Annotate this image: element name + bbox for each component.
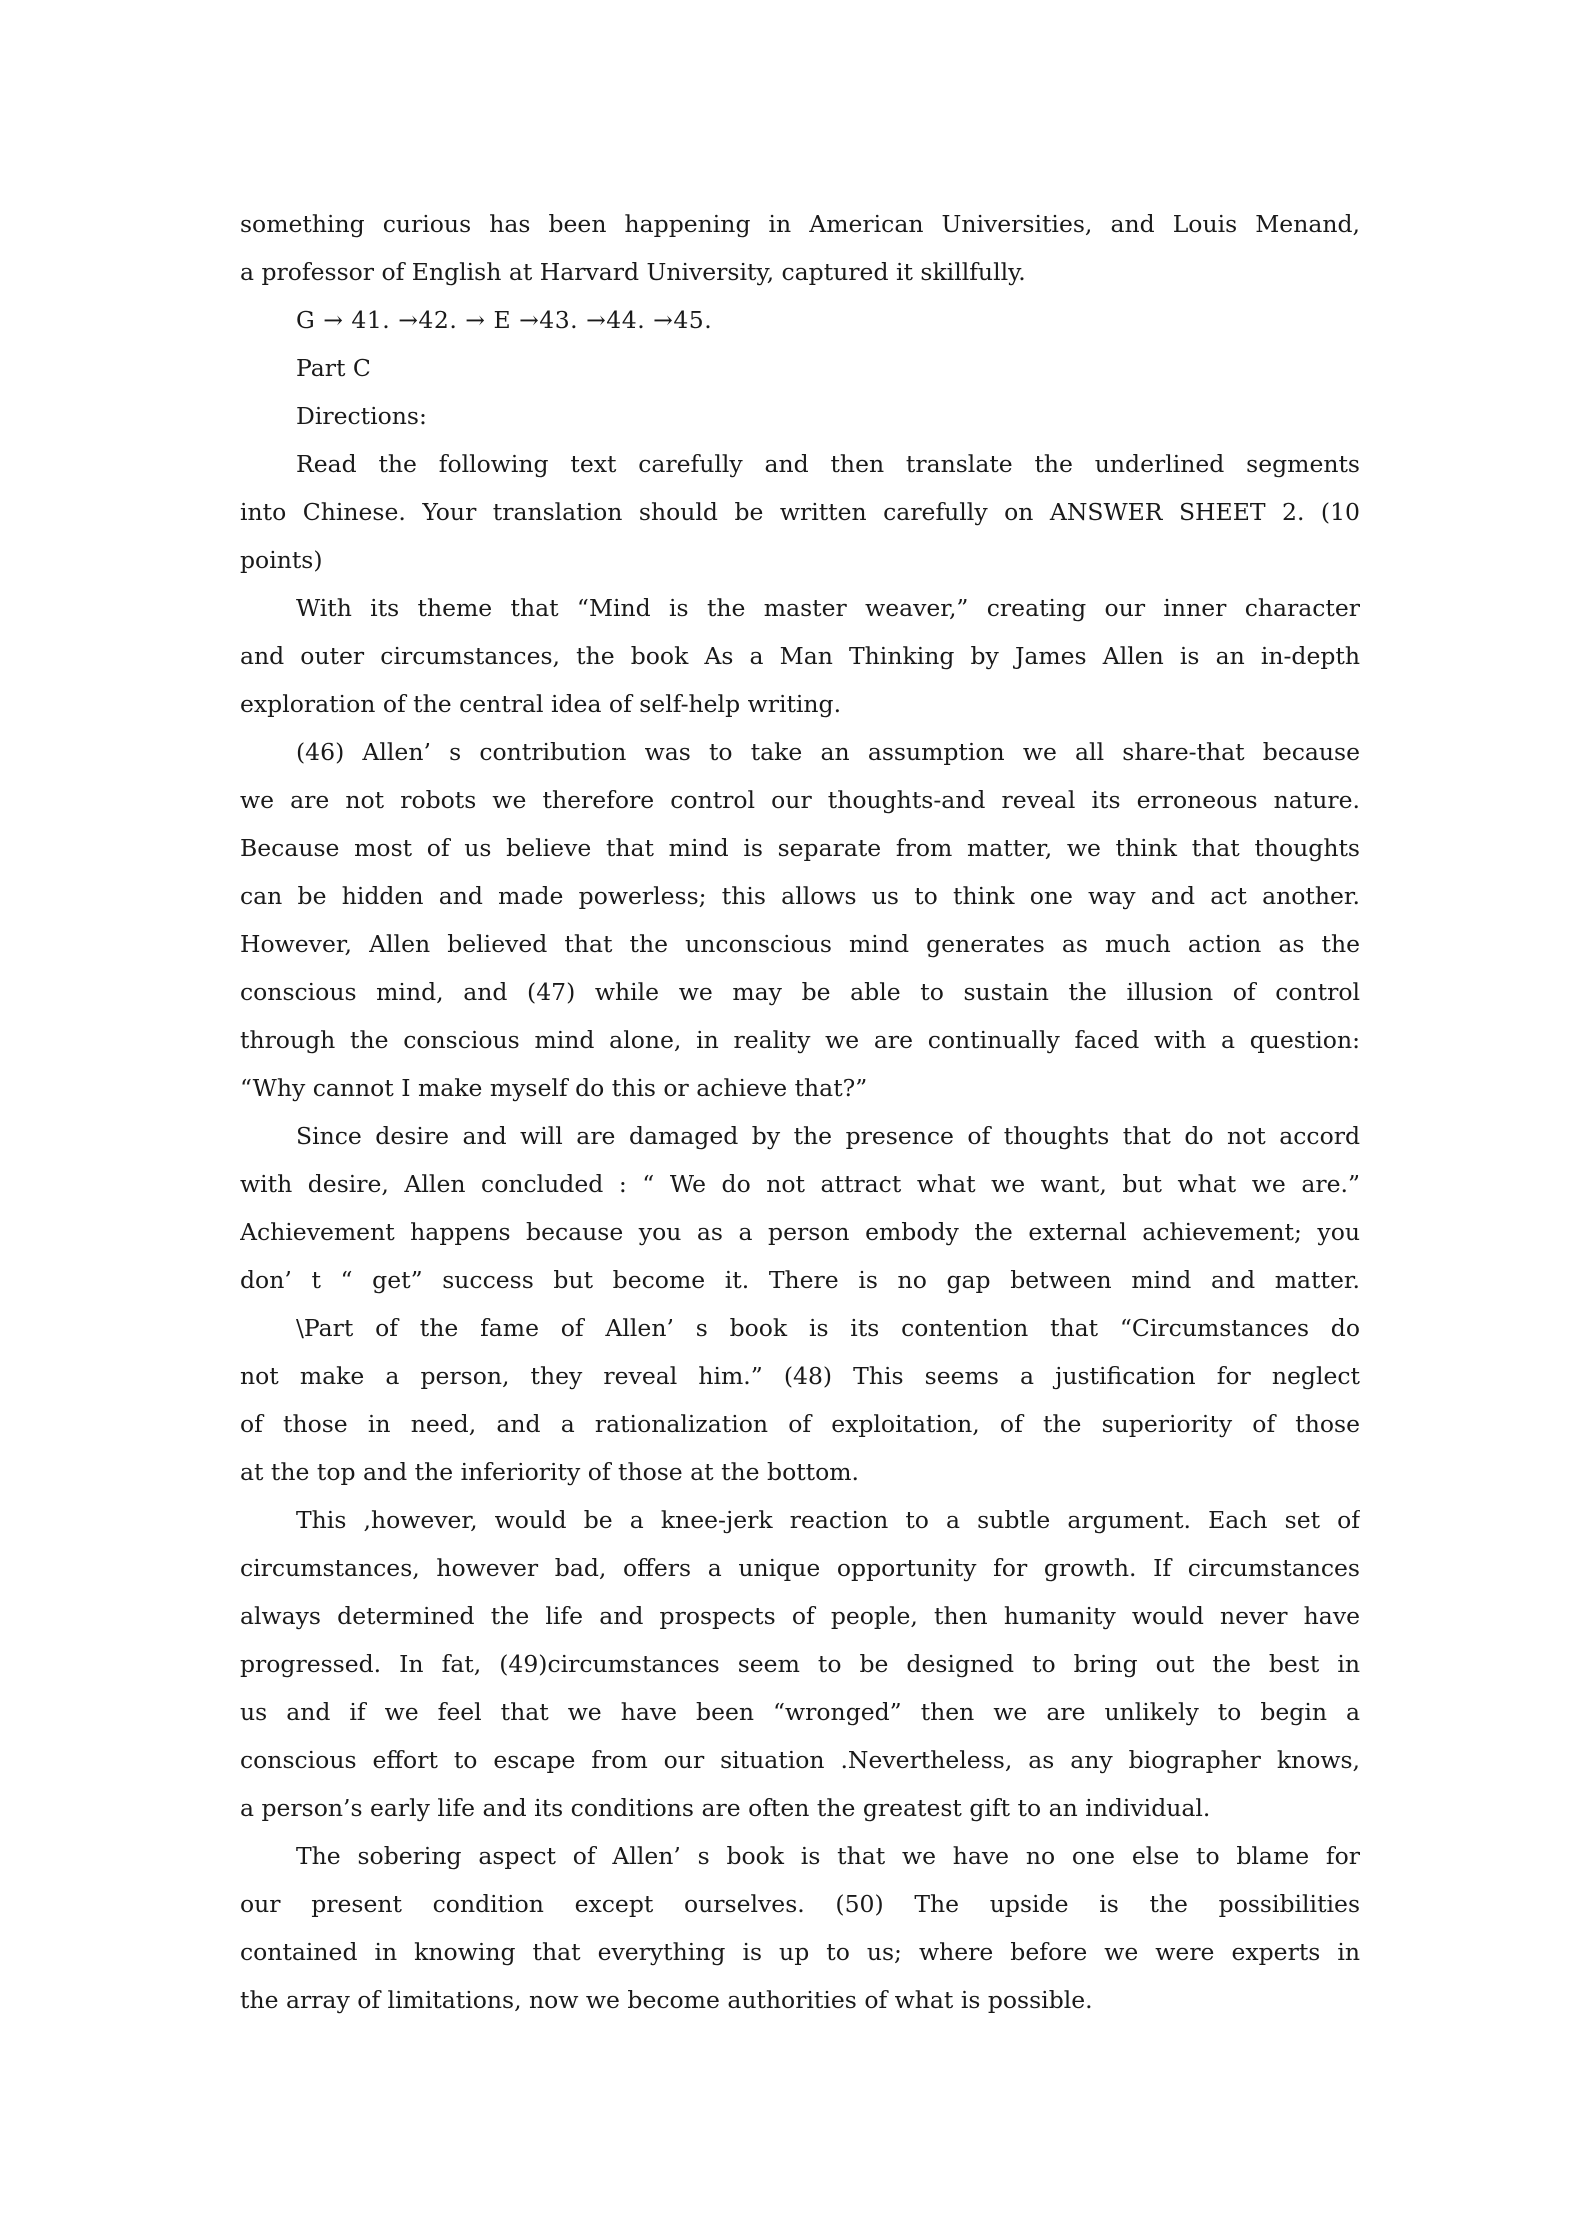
text-line: conscious mind, and (47) while we may be able to sustain the illusion of control xyxy=(240,978,1360,1006)
text-line: This ,however, would be a knee-jerk reaction to a subtle argument. Each set of xyxy=(296,1506,1360,1534)
text-line: always determined the life and prospects of people, then humanity would never have xyxy=(240,1602,1360,1630)
text-line: the array of limitations, now we become authorities of what is possible. xyxy=(240,1986,1093,2014)
text-line: Read the following text carefully and then translate the underlined segments xyxy=(296,450,1360,478)
text-line: \Part of the fame of Allen’ s book is its contention that “Circumstances do xyxy=(296,1314,1360,1342)
text-line: something curious has been happening in American Universities, and Louis Menand, xyxy=(240,210,1360,238)
text-line: circumstances, however bad, offers a unique opportunity for growth. If circumstances xyxy=(240,1554,1360,1582)
text-line: (46) Allen’ s contribution was to take an assumption we all share-that because xyxy=(296,738,1360,766)
text-line: a professor of English at Harvard University, captured it skillfully. xyxy=(240,258,1026,286)
text-line: and outer circumstances, the book As a Man Thinking by James Allen is an in-depth xyxy=(240,642,1360,670)
directions-label: Directions: xyxy=(296,402,427,430)
text-line: contained in knowing that everything is up to us; where before we were experts in xyxy=(240,1938,1360,1966)
text-line: progressed. In fat, (49)circumstances seem to be designed to bring out the best in xyxy=(240,1650,1360,1678)
text-line: Achievement happens because you as a person embody the external achievement; you xyxy=(240,1218,1360,1246)
text-line: “Why cannot I make myself do this or achieve that?” xyxy=(240,1074,868,1102)
text-line: With its theme that “Mind is the master weaver,” creating our inner character xyxy=(296,594,1360,622)
text-line: conscious effort to escape from our situation .Nevertheless, as any biographer knows, xyxy=(240,1746,1360,1774)
text-line: we are not robots we therefore control our thoughts-and reveal its erroneous nature. xyxy=(240,786,1360,814)
text-line: However, Allen believed that the unconscious mind generates as much action as the xyxy=(240,930,1360,958)
text-line: Because most of us believe that mind is separate from matter, we think that thoughts xyxy=(240,834,1360,862)
text-line: us and if we feel that we have been “wronged” then we are unlikely to begin a xyxy=(240,1698,1360,1726)
text-line: through the conscious mind alone, in reality we are continually faced with a question: xyxy=(240,1026,1360,1054)
text-line: with desire, Allen concluded : “ We do not attract what we want, but what we are.” xyxy=(240,1170,1360,1198)
section-heading: Part C xyxy=(296,354,371,382)
text-line: at the top and the inferiority of those at the bottom. xyxy=(240,1458,860,1486)
text-line: The sobering aspect of Allen’ s book is that we have no one else to blame for xyxy=(296,1842,1360,1870)
text-line: a person’s early life and its conditions are often the greatest gift to an individual. xyxy=(240,1794,1211,1822)
text-line: of those in need, and a rationalization of exploitation, of the superiority of those xyxy=(240,1410,1360,1438)
answer-sequence: G → 41. →42. → E →43. →44. →45. xyxy=(296,306,713,334)
text-line: into Chinese. Your translation should be written carefully on ANSWER SHEET 2. (10 xyxy=(240,498,1360,526)
text-line: can be hidden and made powerless; this allows us to think one way and act another. xyxy=(240,882,1360,910)
text-line: our present condition except ourselves. (50) The upside is the possibilities xyxy=(240,1890,1360,1918)
text-line: Since desire and will are damaged by the presence of thoughts that do not accord xyxy=(296,1122,1360,1150)
text-line: not make a person, they reveal him.” (48) This seems a justification for neglect xyxy=(240,1362,1360,1390)
text-line: exploration of the central idea of self-help writing. xyxy=(240,690,842,718)
text-line: points) xyxy=(240,546,323,574)
document-page xyxy=(240,200,1360,2024)
text-line: don’ t “ get” success but become it. There is no gap between mind and matter. xyxy=(240,1266,1360,1294)
